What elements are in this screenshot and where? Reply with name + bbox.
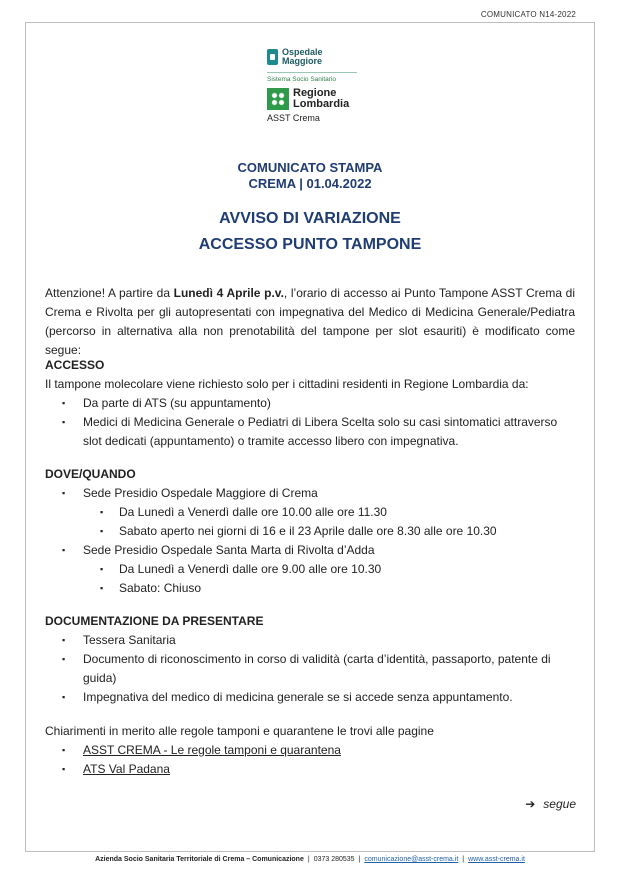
list-item: ▪ Da parte di ATS (su appuntamento) [45,394,575,413]
segue-label: segue [543,797,576,811]
documentazione-heading: DOCUMENTAZIONE DA PRESENTARE [45,614,264,628]
accesso-text: Il tampone molecolare viene richiesto solo per i cittadini residenti in Regione Lombardia da: [45,377,529,391]
accesso-list [45,394,575,451]
press-date: CREMA | 01.04.2022 [248,176,372,191]
regione-lombardia-icon [267,88,289,110]
list-item: ▪ Tessera Sanitaria [45,631,575,650]
accesso-heading: ACCESSO [45,358,105,372]
logo-block [267,48,367,123]
footer: Azienda Socio Sanitaria Territoriale di Crema – Comunicazione | 0373 280535 | comunicazione@asst-crema.it | www.asst-crema.it [95,856,525,863]
list-item: ▪ Impegnativa del medico di medicina generale se si accede senza appuntamento. [45,688,575,707]
list-item [45,760,575,779]
site2-hours [83,560,575,598]
ospedale-maggiore-logo [267,48,367,66]
footer-phone: 0373 280535 [313,856,355,863]
regione-line2: Lombardia [293,98,350,110]
arrow-right-icon: ➔ [525,797,536,811]
press-title: COMUNICATO STAMPA [237,160,383,175]
dove-section [45,465,575,598]
continues-indicator [525,797,576,811]
list-item: ▪ Sabato aperto nei giorni di 16 e il 23 Aprile dalle ore 8.30 alle ore 10.30 [83,522,575,541]
regione-lombardia-logo [267,88,367,110]
document-reference: COMUNICATO N14-2022 [480,10,576,19]
hospital-icon [267,49,278,65]
list-item: ▪ Medici di Medicina Generale o Pediatri di Libera Scelta solo su casi sintomatici attraverso slot dedicati (appuntamento) o tramite accesso libero con impegnativa. [45,413,575,451]
dove-list [45,484,575,598]
ats-val-padana-link[interactable]: ATS Val Padana [83,762,170,776]
chiarimenti-text: Chiarimenti in merito alle regole tamponi e quarantene le trovi alle pagine [45,724,434,738]
footer-web-link[interactable]: www.asst-crema.it [468,856,525,863]
site1-hours [83,503,575,541]
documentazione-section [45,612,575,707]
notice-title-line1: AVVISO DI VARIAZIONE [219,210,401,227]
chiarimenti-links [45,741,575,779]
start-date: Lunedì 4 Aprile p.v. [173,286,284,300]
list-item: ▪ Sede Presidio Ospedale Maggiore di Crema ▪ Da Lunedì a Venerdì dalle ore 10.00 alle ore 11.30 ▪ Sabato aperto nei giorni di 16 e il 23 Aprile dalle ore 8.30 alle ore 10.30 [45,484,575,541]
asst-rules-link[interactable]: ASST CREMA - Le regole tamponi e quarantena [83,743,341,757]
list-item: ▪ Sede Presidio Ospedale Santa Marta di Rivolta d’Adda ▪ Da Lunedì a Venerdì dalle ore 9.00 alle ore 10.30 ▪ Sabato: Chiuso [45,541,575,598]
intro-paragraph: Attenzione! A partire da Lunedì 4 Aprile p.v., l’orario di accesso ai Punto Tampone ASST Crema di Crema e Rivolta per gli autopresentati con impegnativa del Medico di Medicina Generale/Pediatra (percorso in alternativa alla non prenotabilità del tampone per slot esauriti) è modificato come segue: [45,286,575,357]
footer-email-link[interactable]: comunicazione@asst-crema.it [364,856,459,863]
regione-line1: Regione [293,87,337,99]
dove-heading: DOVE/QUANDO [45,467,136,481]
list-item: ▪ Sabato: Chiuso [83,579,575,598]
footer-org: Azienda Socio Sanitaria Territoriale di Crema – Comunicazione [95,856,304,863]
accesso-section [45,356,575,451]
list-item: ▪ Da Lunedì a Venerdì dalle ore 10.00 alle ore 11.30 [83,503,575,522]
ospedale-line1: Ospedale [282,47,323,57]
documentazione-list [45,631,575,707]
sistema-socio-sanitario: Sistema Socio Sanitario [267,76,337,83]
asst-crema-label: ASST Crema [267,113,320,123]
list-item [45,741,575,760]
notice-title-line2: ACCESSO PUNTO TAMPONE [198,236,422,253]
list-item: ▪ Documento di riconoscimento in corso di validità (carta d’identità, passaporto, patente di guida) [45,650,575,688]
logo-divider [267,72,357,73]
chiarimenti-section [45,722,575,779]
list-item: ▪ Da Lunedì a Venerdì dalle ore 9.00 alle ore 10.30 [83,560,575,579]
ospedale-line2: Maggiore [282,56,323,66]
